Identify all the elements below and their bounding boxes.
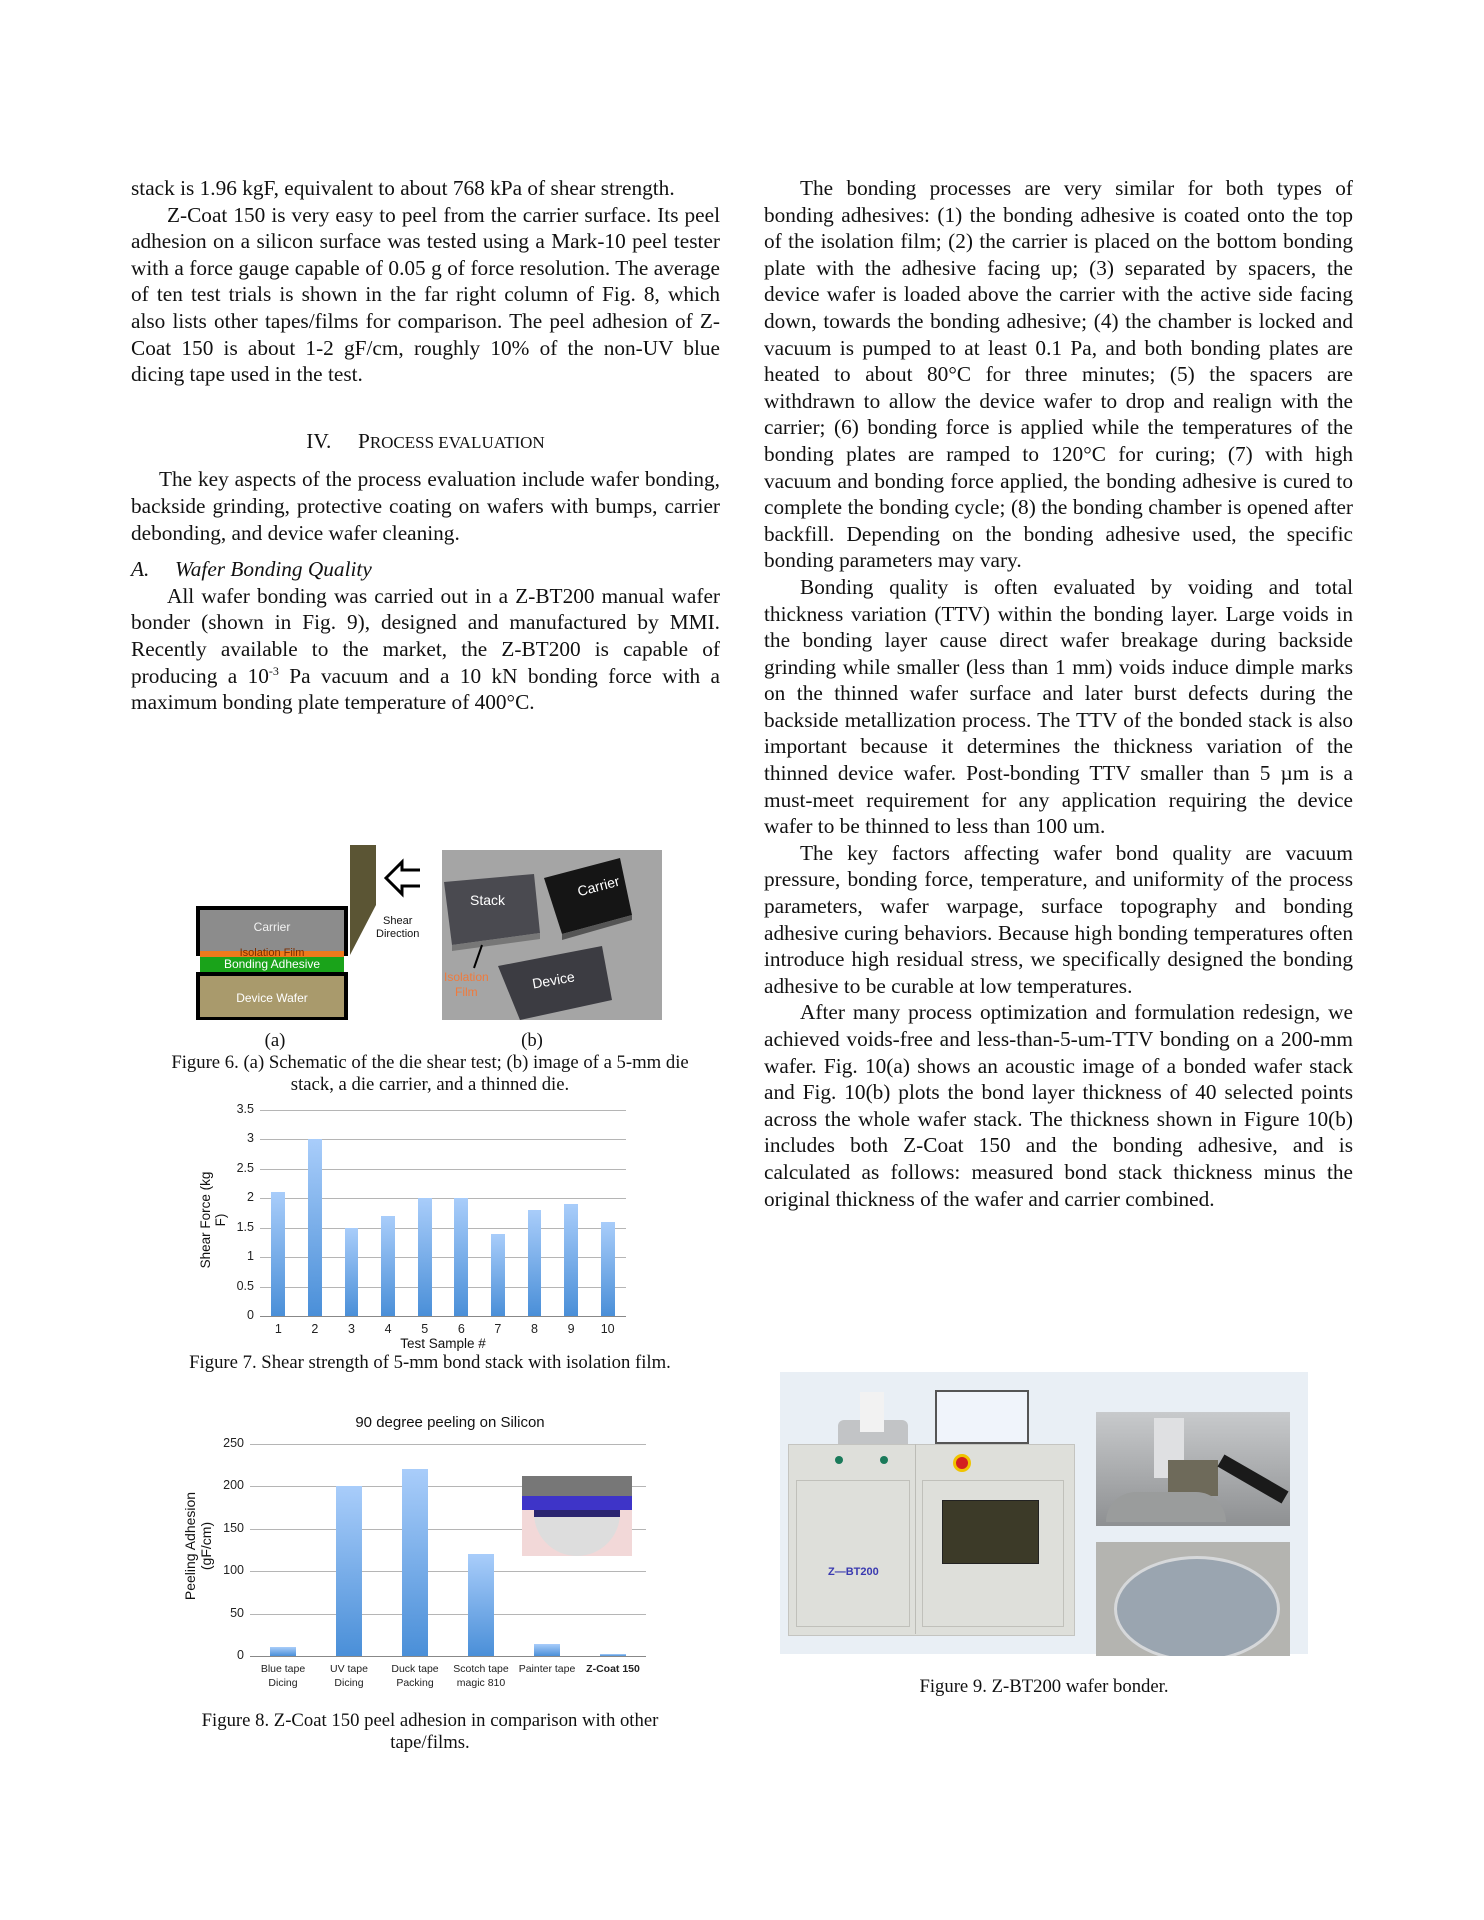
chart-title: 90 degree peeling on Silicon: [355, 1414, 545, 1431]
stack-label: Stack: [470, 892, 506, 908]
figure-6-sublabel-b: (b): [521, 1030, 543, 1051]
y-tick-label: 50: [230, 1605, 244, 1620]
section-title: ROCESS EVALUATION: [369, 432, 545, 452]
indicator-light: [880, 1456, 888, 1464]
plot-area: [260, 1110, 626, 1316]
y-tick-label: 3: [247, 1131, 254, 1146]
category-line: Dicing: [268, 1677, 298, 1689]
gridline: [260, 1110, 626, 1111]
text-fragment: Pa vacuum and a 10 kN bonding force with a maximum bonding plate temperature of 400°C.: [131, 663, 720, 715]
category-line: Scotch tape: [453, 1663, 509, 1675]
device-label: Device: [530, 968, 576, 992]
isolation-line1: Isolation: [444, 970, 489, 984]
x-tick-label: 9: [567, 1322, 575, 1336]
peel-test-inset-photo: [522, 1476, 632, 1556]
x-tick-label: 4: [384, 1322, 392, 1336]
subsection-number: A.: [131, 557, 150, 582]
shear-arrow-icon: [386, 862, 420, 894]
category-line: Dicing: [334, 1677, 364, 1689]
carrier-label: Carrier: [575, 872, 622, 900]
caption-line2: stack, a die carrier, and a thinned die.: [290, 1074, 570, 1095]
x-tick-label: 3: [348, 1322, 355, 1336]
wafer-chuck-closeup-photo: [1096, 1542, 1290, 1656]
x-tick-label: 2: [311, 1322, 319, 1336]
bar: [601, 1222, 615, 1316]
x-tick-label: [514, 1662, 580, 1690]
paragraph-key-factors: The key factors affecting wafer bond quality are vacuum pressure, bonding force, temperature, and uniformity of the process parameters, wafer warpage, surface topography and bonding adhesive curing behaviors. Because high bonding temperatures often introduce high residual stress, we specifically designed the bonding adhesive to be curable at low temperatures.: [764, 840, 1353, 998]
gridline: [250, 1444, 646, 1445]
paragraph-results: After many process optimization and formulation redesign, we achieved voids-free and less-than-5-um-TTV bonding on a 200-mm wafer. Fig. 10(a) shows an acoustic image of a bonded wafer stack and Fig. 10(b) plots the bond layer thickness of 40 selected points across the whole wafer stack. The thickness shown in Figure 10(b) includes both Z-Coat 150 and the bonding adhesive, and is calculated as follows: measured bond stack thickness minus the original thickness of the wafer and carrier combined.: [764, 1000, 1353, 1211]
gridline: [260, 1316, 626, 1317]
isolation-line2: Film: [455, 985, 478, 999]
bar: [454, 1198, 468, 1316]
x-tick-label: [316, 1662, 382, 1690]
bar: [564, 1204, 578, 1316]
figure-7-chart: [200, 1100, 660, 1360]
caption-line1: Figure 8. Z-Coat 150 peel adhesion in comparison with other: [201, 1710, 659, 1731]
y-tick-label: 0: [237, 1648, 244, 1662]
paragraph-peel-adhesion: Z-Coat 150 is very easy to peel from the carrier surface. Its peel adhesion on a silicon surface was tested using a Mark-10 peel tester with a force gauge capable of 0.05 g of force resolution. The average of ten test trials is shown in the far right column of Fig. 8, which also lists other tapes/films for comparison. The peel adhesion of Z-Coat 150 is about 1-2 gF/cm, roughly 10% of the non-UV blue dicing tape used in the test.: [131, 202, 720, 387]
text-fragment: All wafer bonding was carried out in a Z-BT200 manual wafer bonder (shown in Fig. 9), designed and manufactured by MMI. Recently available to the market, the Z-BT200 is capable of producing a 10: [131, 583, 720, 688]
bar: [345, 1228, 359, 1316]
x-tick-label: 1: [274, 1322, 282, 1336]
figure-9-caption: Figure 9. Z-BT200 wafer bonder.: [919, 1676, 1169, 1697]
bar: [336, 1486, 362, 1656]
y-tick-label: 1.5: [236, 1219, 254, 1234]
machine-label: Z—BT200: [828, 1566, 879, 1578]
x-tick-label: 5: [421, 1322, 429, 1336]
figure-7-caption: Figure 7. Shear strength of 5-mm bond stack with isolation film.: [189, 1352, 671, 1373]
bar: [491, 1234, 505, 1316]
y-axis-title: Peeling Adhesion (gF/cm): [182, 1491, 214, 1601]
y-tick-label: 3.5: [236, 1102, 254, 1116]
figure-8-chart: [182, 1400, 670, 1700]
section-heading: [131, 428, 720, 457]
y-tick-label: 0.5: [236, 1278, 254, 1293]
bar: [468, 1554, 494, 1656]
shear-label-line2: Direction: [376, 928, 420, 940]
paragraph-bonding-quality: Bonding quality is often evaluated by voiding and total thickness variation (TTV) within the bonding layer. Large voids in the bonding layer cause direct wafer breakage during backside grinding while smaller (less than 1 mm) voids induce dimple marks on the thinned wafer surface and later burst defects during the backside metallization process. The TTV of the bonded stack is also important because it determines the thickness variation of the thinned device wafer. Post-bonding TTV smaller than 5 µm is a must-meet requirement for any application requiring the device wafer to be thinned to less than 100 um.: [764, 574, 1353, 839]
section-title-initial: P: [357, 428, 370, 453]
figure-8-caption: [140, 1710, 720, 1754]
bonding-adhesive-label: Bonding Adhesive: [223, 957, 321, 971]
subsection-title: Wafer Bonding Quality: [175, 557, 372, 582]
gridline: [250, 1656, 646, 1657]
bar: [418, 1198, 432, 1316]
shear-direction-label: [376, 915, 419, 941]
left-column: [131, 175, 720, 716]
right-column: [764, 175, 1353, 1212]
x-axis-title: Test Sample #: [400, 1336, 486, 1351]
shear-label-line1: Shear: [383, 915, 413, 927]
y-tick-label: 150: [223, 1520, 244, 1535]
category-line: Duck tape: [391, 1663, 439, 1675]
figure-9-photo: [780, 1372, 1308, 1654]
x-tick-label: [382, 1662, 448, 1690]
y-tick-label: 200: [223, 1478, 244, 1493]
bar: [381, 1216, 395, 1316]
gridline: [250, 1614, 646, 1615]
caption-line1: Figure 6. (a) Schematic of the die shear test; (b) image of a 5-mm die: [171, 1052, 689, 1073]
category-line: [580, 1676, 646, 1690]
paragraph-process-evaluation: The key aspects of the process evaluation include wafer bonding, backside grinding, protective coating on wafers with bumps, carrier debonding, and device wafer cleaning.: [131, 467, 720, 545]
category-line: Z-Coat 150: [586, 1663, 640, 1675]
x-tick-label: 10: [600, 1322, 615, 1336]
category-line: Painter tape: [518, 1663, 576, 1675]
gridline: [250, 1571, 646, 1572]
figure-6: [190, 845, 670, 1035]
isolation-film-label: Isolation Film: [239, 947, 305, 959]
carrier-layer-label: Carrier: [253, 920, 291, 934]
bar: [402, 1469, 428, 1656]
monitor: [935, 1390, 1029, 1444]
paragraph-wafer-bonding: [131, 583, 720, 716]
category-line: magic 810: [456, 1677, 506, 1689]
figure-6-caption: [140, 1052, 720, 1096]
subsection-heading: [131, 556, 720, 583]
x-tick-label: [448, 1662, 514, 1690]
bar: [528, 1210, 542, 1316]
emergency-stop-button: [953, 1454, 971, 1472]
figure-6-sublabel-a: (a): [264, 1030, 286, 1051]
x-tick-label: 8: [531, 1322, 538, 1336]
x-tick-label: [250, 1662, 316, 1690]
x-tick-label: 6: [457, 1322, 465, 1336]
bond-head-closeup-photo: [1096, 1412, 1290, 1526]
isolation-film-photo-label: [444, 970, 489, 1000]
y-axis-title: Shear Force (kg F): [198, 1171, 228, 1269]
category-line: Blue tape: [260, 1663, 306, 1675]
bar: [271, 1192, 285, 1316]
bar: [270, 1647, 296, 1656]
device-wafer-label: Device Wafer: [236, 991, 308, 1005]
y-tick-label: 100: [223, 1563, 244, 1578]
y-tick-label: 0: [247, 1308, 254, 1322]
category-line: [514, 1676, 580, 1690]
superscript: -3: [268, 663, 279, 678]
chamber-window: [942, 1500, 1039, 1564]
category-line: UV tape: [330, 1663, 368, 1675]
y-tick-label: 250: [223, 1436, 244, 1450]
y-tick-label: 1: [247, 1249, 254, 1264]
section-number: IV.: [306, 428, 332, 453]
x-tick-label: 7: [494, 1322, 502, 1336]
y-tick-label: 2: [247, 1190, 254, 1205]
y-tick-label: 2.5: [236, 1160, 254, 1175]
indicator-light: [835, 1456, 843, 1464]
die-stack-photo: [442, 850, 662, 1020]
paragraph-bonding-process: The bonding processes are very similar for both types of bonding adhesives: (1) the bonding adhesive is coated onto the top of the isolation film; (2) the carrier is placed on the bottom bonding plate with the adhesive facing up; (3) separated by spacers, the device wafer is loaded above the carrier with the active side facing down, towards the bonding adhesive; (4) the chamber is locked and vacuum is pumped to at least 0.1 Pa, and both bonding plates are heated to about 80°C for three minutes; (5) the spacers are withdrawn to allow the device wafer to drop and realign with the carrier; (6) bonding force is applied while the temperatures of the bonding plates are ramped to 120°C for curing; (7) with high vacuum and bonding force applied, the bonding adhesive is cured to complete the bonding cycle; (8) the bonding chamber is opened after backfill. Depending on the bonding adhesive used, the specific bonding parameters may vary.: [764, 176, 1353, 573]
bar: [534, 1644, 560, 1656]
bar: [600, 1654, 626, 1656]
x-tick-label: [580, 1662, 646, 1690]
bar: [308, 1139, 322, 1316]
category-line: Packing: [396, 1677, 434, 1689]
caption-line2: tape/films.: [390, 1732, 470, 1753]
paragraph-continuation: stack is 1.96 kgF, equivalent to about 768 kPa of shear strength.: [131, 176, 675, 200]
